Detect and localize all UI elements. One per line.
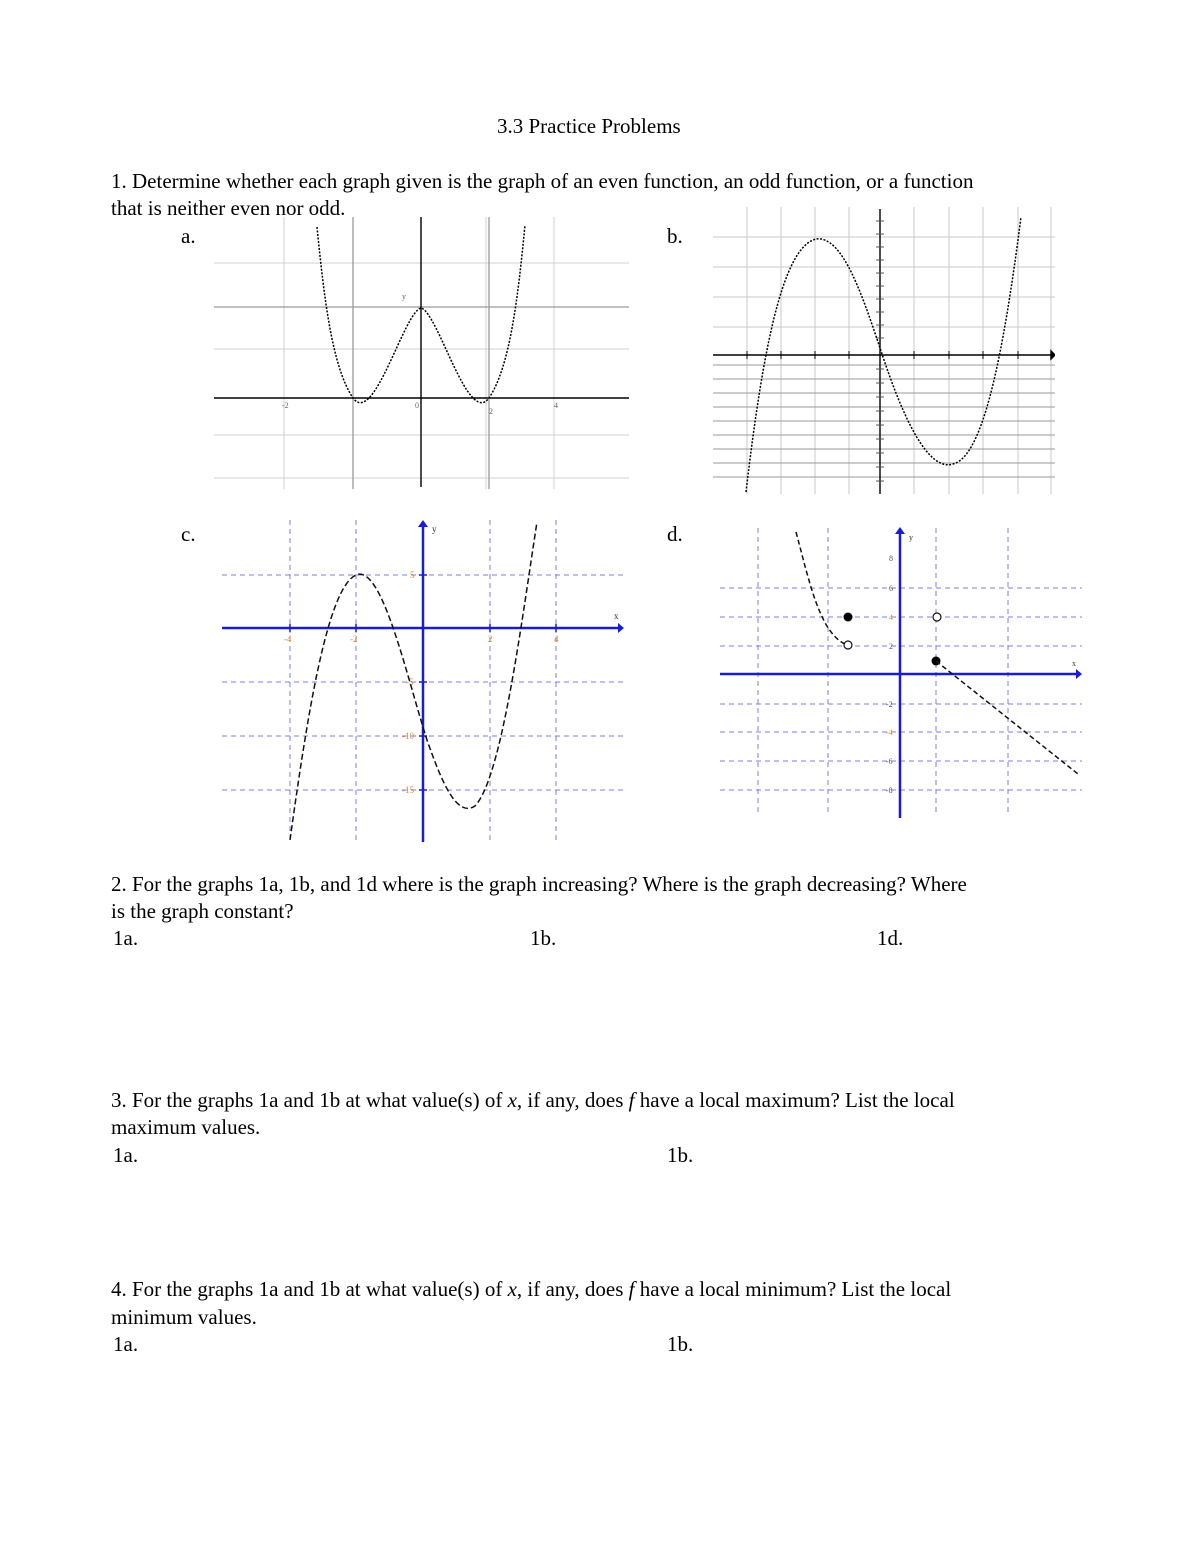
svg-text:y: y: [402, 292, 406, 301]
svg-text:0: 0: [415, 401, 419, 410]
svg-text:-5: -5: [406, 677, 414, 687]
graph-c: [222, 518, 624, 844]
q3-answer-1b: 1b.: [667, 1143, 694, 1167]
question-2-text: 2. For the graphs 1a, 1b, and 1d where is the graph increasing? Where is the graph decreasing? Where: [111, 872, 967, 896]
question-3-text: 3. For the graphs 1a and 1b at what value(s) of x, if any, does f have a local maximum? List the local: [111, 1088, 955, 1112]
q2-answer-1d: 1d.: [877, 926, 904, 950]
graph-d-filled-point-left: [844, 613, 853, 622]
svg-text:2: 2: [488, 634, 493, 644]
graph-d: [720, 524, 1082, 822]
svg-text:2: 2: [489, 407, 493, 416]
q2-answer-1a: 1a.: [113, 926, 139, 950]
graph-b: [713, 207, 1055, 494]
page-title: 3.3 Practice Problems: [497, 114, 681, 138]
svg-text:2: 2: [889, 642, 893, 651]
graph-d-x-label: x: [1072, 659, 1076, 668]
graph-b-axes: [713, 209, 1055, 494]
graph-c-label: c.: [181, 522, 196, 546]
q3-answer-1a: 1a.: [113, 1143, 139, 1167]
graph-d-open-point-right: [933, 613, 941, 621]
graph-b-label: b.: [667, 224, 683, 248]
graph-b-grid: [713, 207, 1055, 494]
graph-a-label: a.: [181, 224, 196, 248]
q4-answer-1a: 1a.: [113, 1332, 139, 1356]
graph-c-axes: [222, 520, 624, 842]
svg-text:-10: -10: [402, 731, 414, 741]
graph-a-axes: [214, 217, 629, 487]
graph-c-y-label: y: [432, 524, 437, 534]
question-2-text-cont: is the graph constant?: [111, 899, 294, 923]
svg-text:-4: -4: [886, 728, 893, 737]
graph-d-axes: [720, 527, 1082, 818]
q4-answer-1b: 1b.: [667, 1332, 694, 1356]
graph-a: [214, 217, 629, 489]
svg-text:5: 5: [410, 570, 415, 580]
svg-text:8: 8: [889, 554, 893, 563]
graph-d-open-point-left: [844, 641, 852, 649]
question-1-text-cont: that is neither even nor odd.: [111, 196, 346, 220]
graph-d-label: d.: [667, 522, 683, 546]
svg-text:-2: -2: [350, 634, 358, 644]
svg-text:4: 4: [554, 634, 559, 644]
graph-c-x-label: x: [614, 611, 619, 621]
graph-d-right-line: [936, 661, 1078, 774]
q2-answer-1b: 1b.: [530, 926, 557, 950]
graph-d-y-label: y: [909, 533, 913, 542]
svg-text:4: 4: [554, 401, 558, 410]
svg-text:-15: -15: [402, 785, 414, 795]
question-3-text-cont: maximum values.: [111, 1115, 261, 1139]
svg-text:4: 4: [889, 613, 893, 622]
svg-text:-4: -4: [284, 634, 292, 644]
question-4-text-cont: minimum values.: [111, 1305, 257, 1329]
svg-text:-8: -8: [886, 786, 893, 795]
svg-text:-2: -2: [282, 401, 289, 410]
svg-text:6: 6: [889, 584, 893, 593]
svg-text:-6: -6: [886, 757, 893, 766]
question-4-text: 4. For the graphs 1a and 1b at what value(s) of x, if any, does f have a local minimum? List the local: [111, 1277, 952, 1301]
svg-text:-2: -2: [886, 700, 893, 709]
question-1-text: 1. Determine whether each graph given is the graph of an even function, an odd function, or a function: [111, 169, 974, 193]
